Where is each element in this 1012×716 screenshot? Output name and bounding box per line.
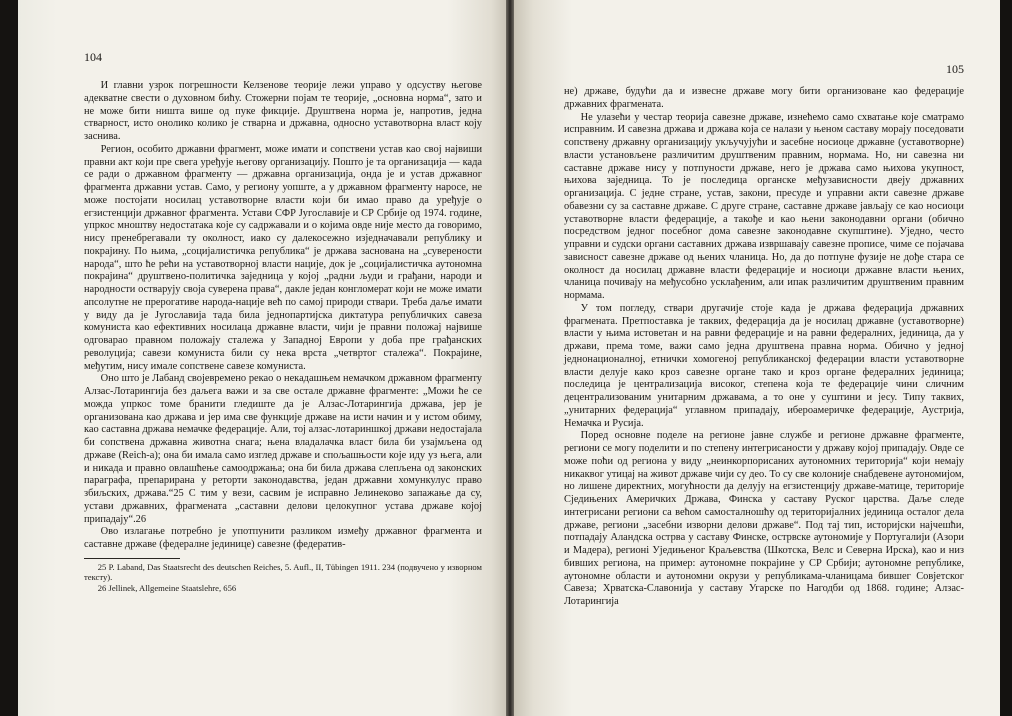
page-number-left: 104 [84, 50, 102, 64]
footnote: 26 Jellinek, Allgemeine Staatslehre, 656 [97, 582, 237, 593]
paragraph: У том погледу, ствари другачије стоје када је држава федерација државних фрагмената. Претпоставка је таквих, федерација да је носилац државне (уставотворне) власти у њима истоветан и на равни федерације и на равни федералних, јединица, да у држави, према томе, важи само једна друштвена правна норма. Обично у једној једнонационалној, етнички хомогеној републиканској федерации власти уставотворне власти делује како кроз савезне органе тако и кроз органе федералних јединица; последица је централизација високог, степена која те федерације чини сличним децентрализованим унитарним државама, а то оне у суштини и јесу. Типу таквих, „унитарних федерација“ углавном припадају, ибероамеричке федерације, Аустрија, Немачка и Русија. [564, 302, 964, 429]
scan-edge-left [0, 0, 18, 716]
paragraph: Ово излагање потребно је употпунити разликом између државног фрагмента и саставне државе (федералне јединице) савезне (федератив- [84, 526, 482, 550]
footnote: 25 P. Laband, Das Staatsrecht des deutschen Reiches, 5. Aufl., II, Tübingen 1911. 234 (подвучено у изворном тексту). [84, 561, 482, 583]
page-number-right: 105 [946, 62, 964, 76]
right-page-body [564, 86, 964, 609]
left-page-body [84, 80, 482, 552]
paragraph: Не улазећи у честар теорија савезне државе, изнећемо само схватање које сматрамо исправним. И савезна држава и држава која се налази у њеном саставу морају поседовати сопствену државну организацију укључујући и засебне носиоце државне (уставотворне) власти установљене различитим друштвеним правним, нормама. Но, ни савезна ни саставне државе нису у потпуности државе, него је држава само њихова укупност, њихова заједница. То је последица органске међузависности двеју државних организација. С једне стране, устав, закони, пресуде и управни акти савезне државе обавезни су за саставне државе. С друге стране, саставне државе јављају се као носиоци уставотворне власти федерације, а такође и као њени законодавни органи (обично посредством једног посебног дома савезне законодавне скупштине). Уједно, често управни и судски органи саставних држава извршавају савезне прописе, чиме се појачава зависност савезне државе од њених чланица. Но, да до потпуне фузије не дође стара се околност да носилац државне власти федерације и носиоци државне власти њених, чланица почивају на међусобно усклађеним, али ипак различитим друштвеним правним нормама. [564, 111, 964, 301]
paragraph: Поред основне поделе на регионе јавне службе и регионе државне фрагменте, региони се могу поделити и по степену интегрисаности у државу којој припадају. Овде се може поћи од региона у виду „неинкорпорисаних аутономних територија“ који немају никаквог утицај на живот државе чији су део. То су све колоније снабдевене аутономијом, но лишене директних, могућности да делују на егзистенцију државе-матице, територије Сједињених Америчких Држава, Финска у саставу Руског царства. Даље следе интегрисани региони са већом самосталношћу од територијалних јединица осталог дела државе, региони „засебни изворни делови државе“. Под тај тип, историјски најчешћи, потпадају Аландска острва у саставу Финске, острвске аутономије у Португалији (Азори и Мадера), регионі Уједињеног Краљевства (Шкотска, Велс и Северна Ирска), као и низ бивших региона, на пример: аутономне покрајине у СР Србији; аутономне републике, аутономне области и аутономни окрузи у републикама-чланицама бившег Совјетског Савеза; Хрватска-Славонија у саставу Угарске по Нагодби од 1868. године; Алзас-Лотарингија [564, 430, 964, 607]
footnote-divider [84, 558, 180, 559]
paragraph: И главни узрок погрешности Келзенове теорије лежи управо у одсуству његове адекватне свести о духовном бићу. Стожерни појам те теорије, „основна норма“, зато и не може бити ништа више од пуке фикције. Друштвена норма је, напротив, једна стварност, исто онолико колико је стварна и државна, односно уставотворна власт коју заснива. [84, 80, 482, 142]
paragraph: Регион, особито државни фрагмент, може имати и сопствени устав као свој највиши правни акт који пре свега уређује његову организацију. Пошто је та организација — када се ради о државном фрагменту — државна организација, онда је и устав државног фрагмента државни устав. Само, у региону уопште, а у државном фрагменту наросе, не може постојати носилац уставотворне власти који би имао право да уређује о егзистенцији државног фрагмента. Устави СФР Југославије и СР Србије од 1974. године, упркос мноштву недостатака које су садржавали и о којима овде није место да говоримо, нису пренебрегавали ту околност, иако су далекосежно изједначавали републику и покрајину. По њима, „социјалистичка република“ је држава заснована на „суверености народа“, што ће рећи на уставотворној власти нације, док је „социјалистичка аутономна покрајина“ друштвено-политичка заједница у којој „радни људи и грађани, народи и народности остварују своја суверена права“, дакле један конгломерат који не може имати апсолутне не прерогативе народа-нације већ по самој природи ствари. Треба даље имати у виду да је Југославија тада била једнопартијска диктатура републичких савеза комуниста као ефективних носилаца државне власти, чији је правни положај највише одговарао правном положају сталежа у Западној Европи у доба пре грађанских револуција; савези комуниста били су нека врста „четвртог сталежа“. Покрајине, међутим, нису имале сопствене савезе комуниста. [84, 143, 482, 372]
paragraph: Оно што је Лабанд својевремено рекао о некадашњем немачком државном фрагменту Алзас-Лотарингија без даљега важи и за све остале државне фрагменте: „Можи ће се можда упркос томе бранити гледиште да је Алзас-Лотарингија држава, јер је организована као држава и јер има све функције државе на исти начин и у истом обиму, као саставна држава немачке федерације. Али, тој алзас-лотариншкој држави недостајала би сопствена државна животна снага; њена владалачка власт била би узајмљена од државе (Reich-а); она би имала само изглед државе и спољашњости које иду уз њега, али и никада и правно овлашћење самоодржања; она би била држава слепљена од законских параграфа, препарирана у реторти законодавства, један државни хомункулус право збиљских, држава.“25 С тим у вези, сасвим је исправно Јелинеково запажање да су, устави државних, фрагмената „саставни делови целокупног устава државе којој припадају“.26 [84, 373, 482, 525]
paragraph: не) државе, будући да и извесне државе могу бити организоване као федерације државних фрагмената. [564, 86, 964, 110]
right-page [514, 0, 1000, 716]
left-page [18, 0, 506, 716]
footnotes [84, 562, 482, 594]
scan-edge-right [1000, 0, 1012, 716]
book-gutter [506, 0, 514, 716]
